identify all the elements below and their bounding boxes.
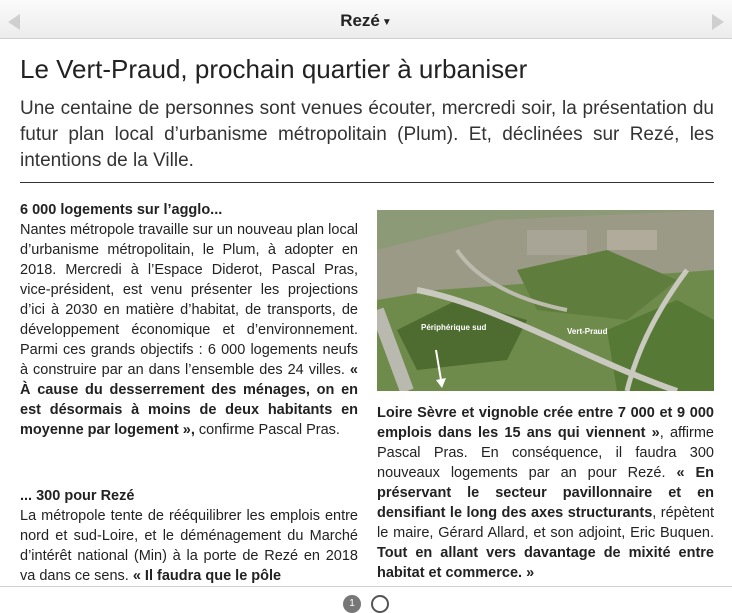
next-arrow-icon[interactable] xyxy=(712,14,724,30)
pagination-bar xyxy=(0,586,732,613)
chevron-down-icon: ▼ xyxy=(381,17,392,28)
section2-heading: ... 300 pour Rezé xyxy=(20,488,135,504)
section1-body: Nantes métropole travaille sur un nouveau plan local d’urbanisme métropolitain, le Plum, à adopter en 2018. Mercredi à l’Espace Diderot, Pascal Pras, vice-président, est venu présenter les projections d’ici à 2030 en matière d’habitat, de transports, de développement économique et d’environnement. Parmi ces grands objectifs : 6 000 logements neufs à construire par an dans l’ensemble des 24 villes. « À cause du desserrement des ménages, on en est désormais à moins de deux habitants en moyenne par logement », confirme Pascal Pras. xyxy=(20,222,358,438)
article-headline: Le Vert-Praud, prochain quartier à urbaniser xyxy=(20,54,528,84)
right-body: Loire Sèvre et vignoble crée entre 7 000 et 9 000 emplois dans les 15 ans qui viennent », affirme Pascal Pras. En conséquence, il faudra 300 nouveaux logements par an pour Rezé. « En préservant le secteur pavillonnaire et en densifiant le long des axes structurants, répètent le maire, Gérard Allard, et son adjoint, Eric Buquen. Tout en allant vers davantage de mixité entre habitat et commerce. » xyxy=(377,405,714,581)
divider xyxy=(20,182,714,183)
section-title-dropdown[interactable] xyxy=(0,11,732,31)
aerial-photo-image xyxy=(377,210,714,391)
right-column xyxy=(377,210,714,583)
aerial-photo xyxy=(377,210,714,391)
section2-body: La métropole tente de rééquilibrer les emplois entre nord et sud-Loire, et le déménagement du Marché d’intérêt national (Min) à la porte de Rezé en 2018 va dans ce sens. « Il faudra que le pôle xyxy=(20,508,358,584)
left-column xyxy=(20,200,358,586)
page-dot-1[interactable]: 1 xyxy=(343,595,361,613)
photo-label-periph: Périphérique sud xyxy=(421,323,487,332)
top-bar xyxy=(0,0,732,39)
page-dot-2[interactable] xyxy=(371,595,389,613)
article-lead: Une centaine de personnes sont venues écouter, mercredi soir, la présentation du futur plan local d’urbanisme métropolitain (Plum). Et, déclinées sur Rezé, les intentions de la Ville. xyxy=(20,98,714,171)
photo-label-vert-praud: Vert-Praud xyxy=(567,327,608,336)
section1-heading: 6 000 logements sur l’agglo... xyxy=(20,202,223,218)
section-title: Rezé xyxy=(340,11,380,30)
